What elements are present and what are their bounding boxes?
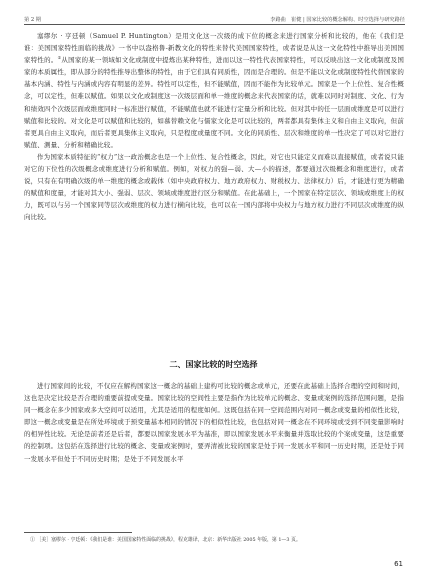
paragraph: 作为国家本质特征的“权力”这一政治概念也是一个上位性、复合性概念，因此，对它也只能定义而难以直接赋值，或者说只能对它的下位性的次级概念或维度进行分析和赋值。例如，对权力的强—弱、大—小的描述，都要通过次级概念和维度进行，或者说，只有在有明确次级的单一维度的概念或载体（如中央政府权力、地方政府权力、财税权力、法律权力）后，才能进行更为精确的赋值和度量，才能对其大小、强弱、层次、领域或维度进行区分和赋值。在此基础上，一个国家在特定层次、领域或维度上的权力，既可以与另一个国家同等层次或维度的权力进行横向比较，也可以在一国内部将中央权力与地方权力进行不同层次或维度的纵向比较。	[24, 152, 404, 222]
running-header	[24, 9, 405, 23]
paragraph-text: 从国家的某一领域如文化或制度中提炼出某种特性，进而以这一特性代表国家特性，可以反映出这一文化或制度及国家的本质属性，即从部分的特性推导出整体的特性，由于它们具有同质性，因而是合理的。但是不能以文化或制度特性代替国家的基本内涵、特性与内涵或内容有明显的差异。特性可以定性，但不能赋值，因而不能作为比较单元。国家是一个上位性、复合性概念，可以定性，但难以赋值。如果以文化或制度这一次级层面和单一维度的概念来代表国家的话，就难以同时对制度、文化、行为和绩效四个次级层面或维度同时一标准进行赋值，不能赋值也就不能进行定量分析和比较。但对其中的任一层面或维度是可以进行赋值和比较的。对文化是可以赋值和比较的，如慕替赖文化与儒家文化是可以比较的，两者都具有集体主义和自由主义取向，但前者更具自由主义取向，而后者更具集体主义取向，只是程度或量度不同。文化的同质性、层次和维度的单一性决定了可以对它进行赋值、测量、分析和精确比较。	[24, 56, 404, 149]
footnote-ref[interactable]: ①	[57, 55, 62, 61]
footnote-marker: ①	[30, 537, 35, 543]
section-title: 二、国家比较的时空选择	[169, 360, 258, 369]
paragraph: 进行国家间的比较，不仅应在解构国家这一概念的基础上建构可比较的概念或单元，还要在此基础上选择合理的空间和时间，这也是决定比较是否合理的重要前提或变量。国家比较的空间性主要是指作为比较单元的概念、变量或案例的选择范围问题，是指同一概念在多少国家或多大空间可以适用，尤其是适用的程度如何。这既包括在同一空间范围内对同一概念或变量的相似性比较，即这一概念或变量是在所处环境或于预变量基本相同的情况下的相似性比较，也包括对同一概念在不同环境或受到不同变量影响时的相异性比较。无论是前者还是后者，都要以国家发展水平为基准，即以国家发展水平来衡量并选取比较的个案或变量，这是重要的控制项。这包括在选择进行比较的概念、变量或案例时，要弄清被比较的国家是处于同一发展水平和同一历史时期，还是处于同一发展水平但处于不同历史时期；是处于不同发展水平	[24, 382, 404, 463]
paragraph-text: 塞缪尔 · 亨廷顿（Samuel P. Huntington）是用文化这一次级的成下位的概念来进行国家分析和比较的，他在《我们是谁：美国国家特性面临的挑战》一书中以盎格鲁-新教文化的特性来替代美国国家特性，或者说是从这一文化特性中推导出美国国家特性的。	[24, 32, 404, 65]
footnote-rule	[24, 532, 132, 533]
body-text-top	[24, 30, 404, 224]
running-title: 李路曲 崔健 | 国家比较的概念解构、时空选择与研究路径	[270, 17, 405, 23]
page-number: 61	[394, 560, 403, 568]
paragraph	[24, 30, 404, 151]
body-text-bottom	[24, 380, 404, 465]
issue-label: 第 2 期	[24, 17, 41, 23]
footnote	[30, 536, 404, 543]
footnote-text: ［美］塞缪尔 · 亨廷顿：《我们是谁：美国国家特性面临的挑战》，程克雄译，北京：新华出版社 2005 年版，第 1—3 页。	[36, 537, 301, 543]
header-rule	[24, 24, 405, 25]
